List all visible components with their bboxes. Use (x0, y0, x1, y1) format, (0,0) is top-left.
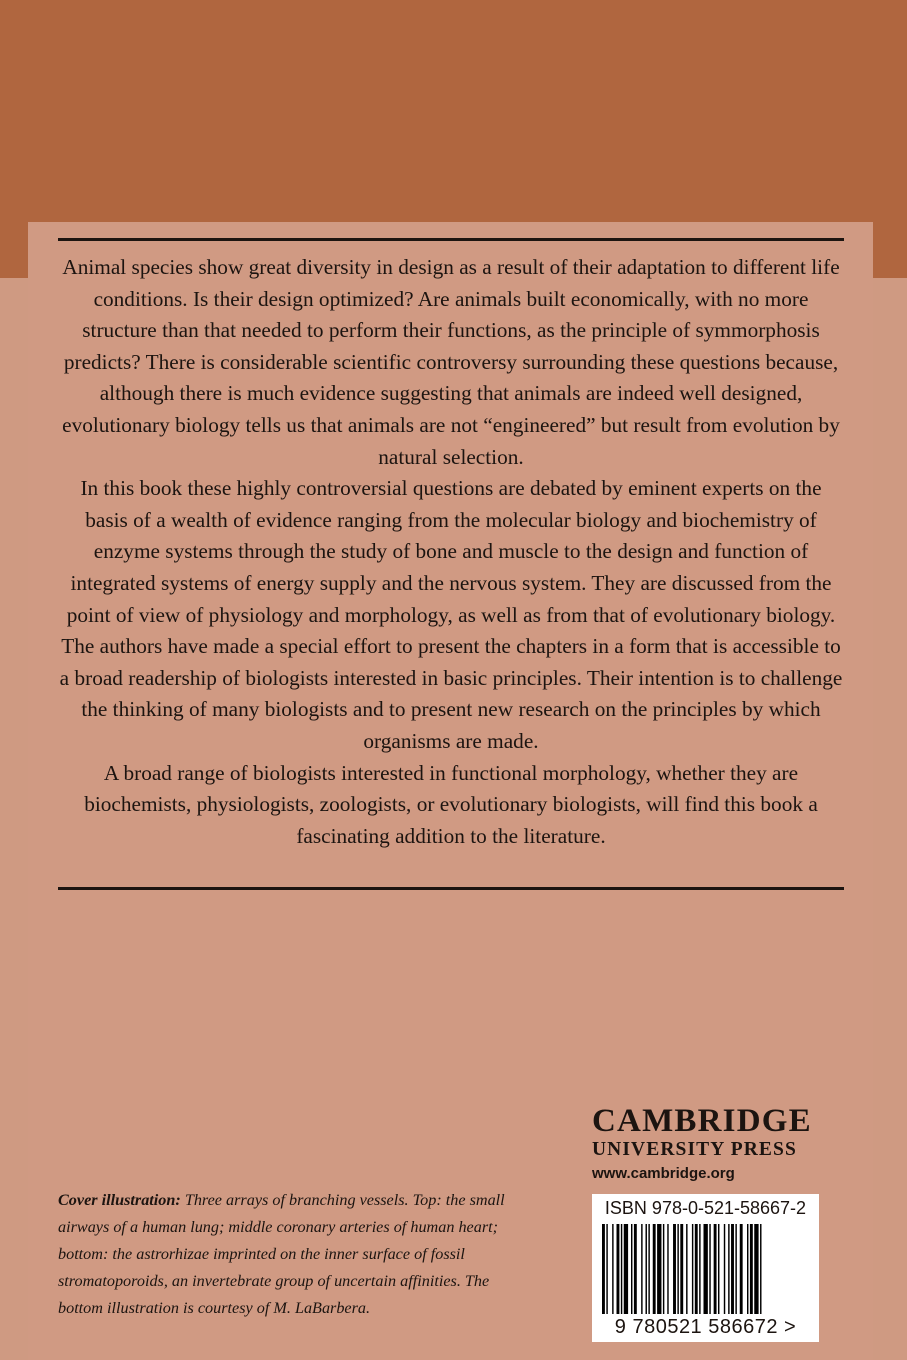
cover-credit-text: Three arrays of branching vessels. Top: the small airways of a human lung; middle coronary arteries of human heart; bottom: the astrorhizae imprinted on the inner surface of fossil stromatoporoids, an invertebrate group of uncertain affinities. The bottom illustration is courtesy of M. LaBarbera. (58, 1191, 505, 1317)
barcode-bar (699, 1224, 700, 1314)
barcode-bar (631, 1224, 632, 1314)
barcode-bar (677, 1224, 678, 1314)
barcode-bar (624, 1224, 628, 1314)
barcode-bar (617, 1224, 620, 1314)
barcode-bar (695, 1224, 698, 1314)
publisher-name: CAMBRIDGE (592, 1103, 812, 1139)
barcode-bar (760, 1224, 761, 1314)
barcode-bar (602, 1224, 605, 1314)
barcode-bar (673, 1224, 676, 1314)
publisher-subname: UNIVERSITY PRESS (592, 1139, 797, 1160)
barcode-bar (667, 1224, 668, 1314)
blurb-paragraph-2: In this book these highly controversial questions are debated by eminent experts on the basis of a wealth of evidence ranging from the molecular biology and biochemistry of enzyme systems through the study of bone and muscle to the design and function of integrated systems of energy supply and the nervous system. They are discussed from the point of view of physiology and morphology, as well as from that of evolutionary biology. (66, 476, 836, 627)
barcode-bar (754, 1224, 758, 1314)
isbn-label: ISBN 978-0-521-58667-2 (604, 1198, 807, 1218)
barcode-bar (750, 1224, 753, 1314)
barcode-bar (731, 1224, 734, 1314)
barcode-digits: 9 780521 586672 > (614, 1316, 797, 1338)
barcode-bar (606, 1224, 607, 1314)
barcode-bar (634, 1224, 637, 1314)
blurb-paragraph-4: A broad range of biologists interested in functional morphology, whether they are biochemists, physiologists, zoologists, or evolutionary biologists, will find this book a fascinating addition to the literature. (84, 760, 818, 848)
barcode-bar (663, 1224, 664, 1314)
isbn-barcode (592, 1194, 819, 1342)
barcode-bar (724, 1224, 725, 1314)
barcode-bar (718, 1224, 719, 1314)
barcode-bar (714, 1224, 717, 1314)
bottom-rule (58, 887, 844, 890)
book-blurb (58, 252, 844, 852)
barcode-bar (621, 1224, 622, 1314)
barcode-bar (686, 1224, 687, 1314)
barcode-bar (735, 1224, 736, 1314)
barcode-bar (646, 1224, 647, 1314)
blurb-paragraph-3: The authors have made a special effort to present the chapters in a form that is accessible to a broad readership of biologists interested in basic principles. Their intention is to challenge the thinking of many biologists and to present new research on the principles by which organisms are made. (59, 634, 843, 753)
barcode-bar (747, 1224, 748, 1314)
barcode-bars (602, 1224, 809, 1314)
publisher-url: www.cambridge.org (592, 1165, 735, 1182)
barcode-bar (680, 1224, 683, 1314)
barcode-bar (653, 1224, 656, 1314)
cover-illustration-credit (58, 1187, 528, 1322)
barcode-bar (740, 1224, 743, 1314)
publisher-block (592, 1103, 832, 1185)
barcode-bar (612, 1224, 613, 1314)
blurb-paragraph-1: Animal species show great diversity in design as a result of their adaptation to different life conditions. Is their design optimized? Are animals built economically, with no more structure than that needed to perform their functions, as the principle of symmorphosis predicts? There is considerable scientific controversy surrounding these questions because, although there is much evidence suggesting that animals are indeed well designed, evolutionary biology tells us that animals are not “engineered” but result from evolution by natural selection. (62, 255, 840, 469)
barcode-bar (648, 1224, 649, 1314)
barcode-bar (709, 1224, 710, 1314)
barcode-bar (657, 1224, 661, 1314)
barcode-bar (704, 1224, 708, 1314)
cover-credit-label: Cover illustration: (58, 1191, 181, 1209)
barcode-bar (641, 1224, 642, 1314)
barcode-bar (728, 1224, 729, 1314)
barcode-bar (692, 1224, 693, 1314)
top-rule (58, 238, 844, 241)
